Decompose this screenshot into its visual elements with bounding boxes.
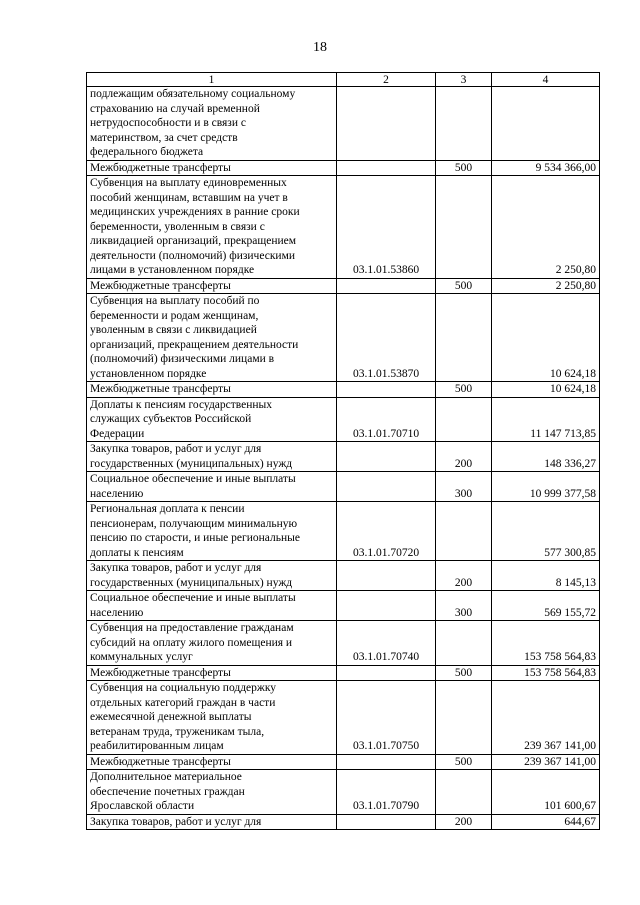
table-row [87, 502, 600, 561]
table-row [87, 278, 600, 294]
row-type-cell: 200 [436, 442, 492, 472]
row-type-cell: 500 [436, 665, 492, 681]
table-row [87, 294, 600, 382]
row-code-cell [337, 561, 436, 591]
table-row [87, 770, 600, 815]
table-row [87, 382, 600, 398]
header-row [87, 73, 600, 87]
row-code-cell [337, 754, 436, 770]
row-name-cell: Закупка товаров, работ и услуг для [87, 814, 337, 830]
row-name-cell: Субвенция на выплату единовременных пособий женщинам, вставшим на учет в медицинских учреждениях в ранние сроки беременности, уволенным в связи с ликвидацией организаций, прекращением деятельности (полномочий) физическими лицами в установленном порядке [87, 176, 337, 279]
row-code-cell [337, 472, 436, 502]
table-row [87, 397, 600, 442]
table-row [87, 754, 600, 770]
row-code-cell [337, 160, 436, 176]
row-name-cell: Межбюджетные трансферты [87, 754, 337, 770]
row-type-cell [436, 397, 492, 442]
row-name-cell: Субвенция на выплату пособий по беременности и родам женщинам, уволенным в связи с ликвидацией организаций, прекращением деятельности (полномочий) физическими лицами в установленном порядке [87, 294, 337, 382]
column-header-2: 2 [337, 73, 436, 87]
row-code-cell [337, 591, 436, 621]
row-type-cell: 500 [436, 382, 492, 398]
row-type-cell: 300 [436, 472, 492, 502]
row-name-cell: Межбюджетные трансферты [87, 160, 337, 176]
row-amount-cell [492, 87, 600, 161]
row-amount-cell: 153 758 564,83 [492, 621, 600, 666]
row-code-cell: 03.1.01.53870 [337, 294, 436, 382]
table-row [87, 472, 600, 502]
row-amount-cell: 644,67 [492, 814, 600, 830]
row-name-cell: Региональная доплата к пенсии пенсионерам, получающим минимальную пенсию по старости, и иные региональные доплаты к пенсиям [87, 502, 337, 561]
row-amount-cell: 148 336,27 [492, 442, 600, 472]
row-name-cell: Дополнительное материальное обеспечение почетных граждан Ярославской области [87, 770, 337, 815]
row-name-cell: Закупка товаров, работ и услуг для государственных (муниципальных) нужд [87, 442, 337, 472]
row-amount-cell: 153 758 564,83 [492, 665, 600, 681]
row-code-cell [337, 278, 436, 294]
table-row [87, 814, 600, 830]
column-header-3: 3 [436, 73, 492, 87]
row-amount-cell: 2 250,80 [492, 278, 600, 294]
row-amount-cell: 2 250,80 [492, 176, 600, 279]
column-header-1: 1 [87, 73, 337, 87]
row-type-cell [436, 294, 492, 382]
row-type-cell: 500 [436, 160, 492, 176]
row-amount-cell: 569 155,72 [492, 591, 600, 621]
column-header-4: 4 [492, 73, 600, 87]
row-amount-cell: 239 367 141,00 [492, 754, 600, 770]
table-row [87, 561, 600, 591]
row-amount-cell: 11 147 713,85 [492, 397, 600, 442]
row-code-cell: 03.1.01.70790 [337, 770, 436, 815]
table-row [87, 442, 600, 472]
row-name-cell: Социальное обеспечение и иные выплаты населению [87, 472, 337, 502]
row-type-cell [436, 621, 492, 666]
row-name-cell: Закупка товаров, работ и услуг для государственных (муниципальных) нужд [87, 561, 337, 591]
table-row [87, 160, 600, 176]
table-row [87, 681, 600, 755]
table-header [87, 73, 600, 87]
table-row [87, 665, 600, 681]
row-amount-cell: 9 534 366,00 [492, 160, 600, 176]
row-name-cell: Субвенция на социальную поддержку отдельных категорий граждан в части ежемесячной денежной выплаты ветеранам труда, труженикам тыла, реабилитированным лицам [87, 681, 337, 755]
row-amount-cell: 239 367 141,00 [492, 681, 600, 755]
row-type-cell: 300 [436, 591, 492, 621]
table-row [87, 621, 600, 666]
row-name-cell: Субвенция на предоставление гражданам субсидий на оплату жилого помещения и коммунальных услуг [87, 621, 337, 666]
row-type-cell [436, 176, 492, 279]
row-name-cell: Межбюджетные трансферты [87, 278, 337, 294]
row-type-cell: 200 [436, 814, 492, 830]
row-type-cell [436, 502, 492, 561]
row-code-cell [337, 665, 436, 681]
budget-table [86, 72, 600, 830]
row-code-cell: 03.1.01.70710 [337, 397, 436, 442]
row-name-cell: Межбюджетные трансферты [87, 665, 337, 681]
row-code-cell: 03.1.01.70750 [337, 681, 436, 755]
row-code-cell [337, 442, 436, 472]
row-type-cell: 500 [436, 278, 492, 294]
row-amount-cell: 101 600,67 [492, 770, 600, 815]
row-type-cell: 200 [436, 561, 492, 591]
row-amount-cell: 10 624,18 [492, 382, 600, 398]
row-name-cell: Межбюджетные трансферты [87, 382, 337, 398]
row-name-cell: Доплаты к пенсиям государственных служащих субъектов Российской Федерации [87, 397, 337, 442]
row-type-cell [436, 770, 492, 815]
row-type-cell [436, 681, 492, 755]
table-row [87, 87, 600, 161]
row-code-cell [337, 814, 436, 830]
row-type-cell [436, 87, 492, 161]
row-type-cell: 500 [436, 754, 492, 770]
table-row [87, 591, 600, 621]
row-name-cell: Социальное обеспечение и иные выплаты населению [87, 591, 337, 621]
row-code-cell: 03.1.01.70720 [337, 502, 436, 561]
row-code-cell: 03.1.01.53860 [337, 176, 436, 279]
page-number: 18 [313, 40, 327, 55]
row-code-cell [337, 382, 436, 398]
table-body [87, 87, 600, 830]
row-name-cell: подлежащим обязательному социальному страхованию на случай временной нетрудоспособности и в связи с материнством, за счет средств федерального бюджета [87, 87, 337, 161]
row-amount-cell: 10 624,18 [492, 294, 600, 382]
row-code-cell: 03.1.01.70740 [337, 621, 436, 666]
row-amount-cell: 577 300,85 [492, 502, 600, 561]
row-code-cell [337, 87, 436, 161]
row-amount-cell: 8 145,13 [492, 561, 600, 591]
row-amount-cell: 10 999 377,58 [492, 472, 600, 502]
table-row [87, 176, 600, 279]
